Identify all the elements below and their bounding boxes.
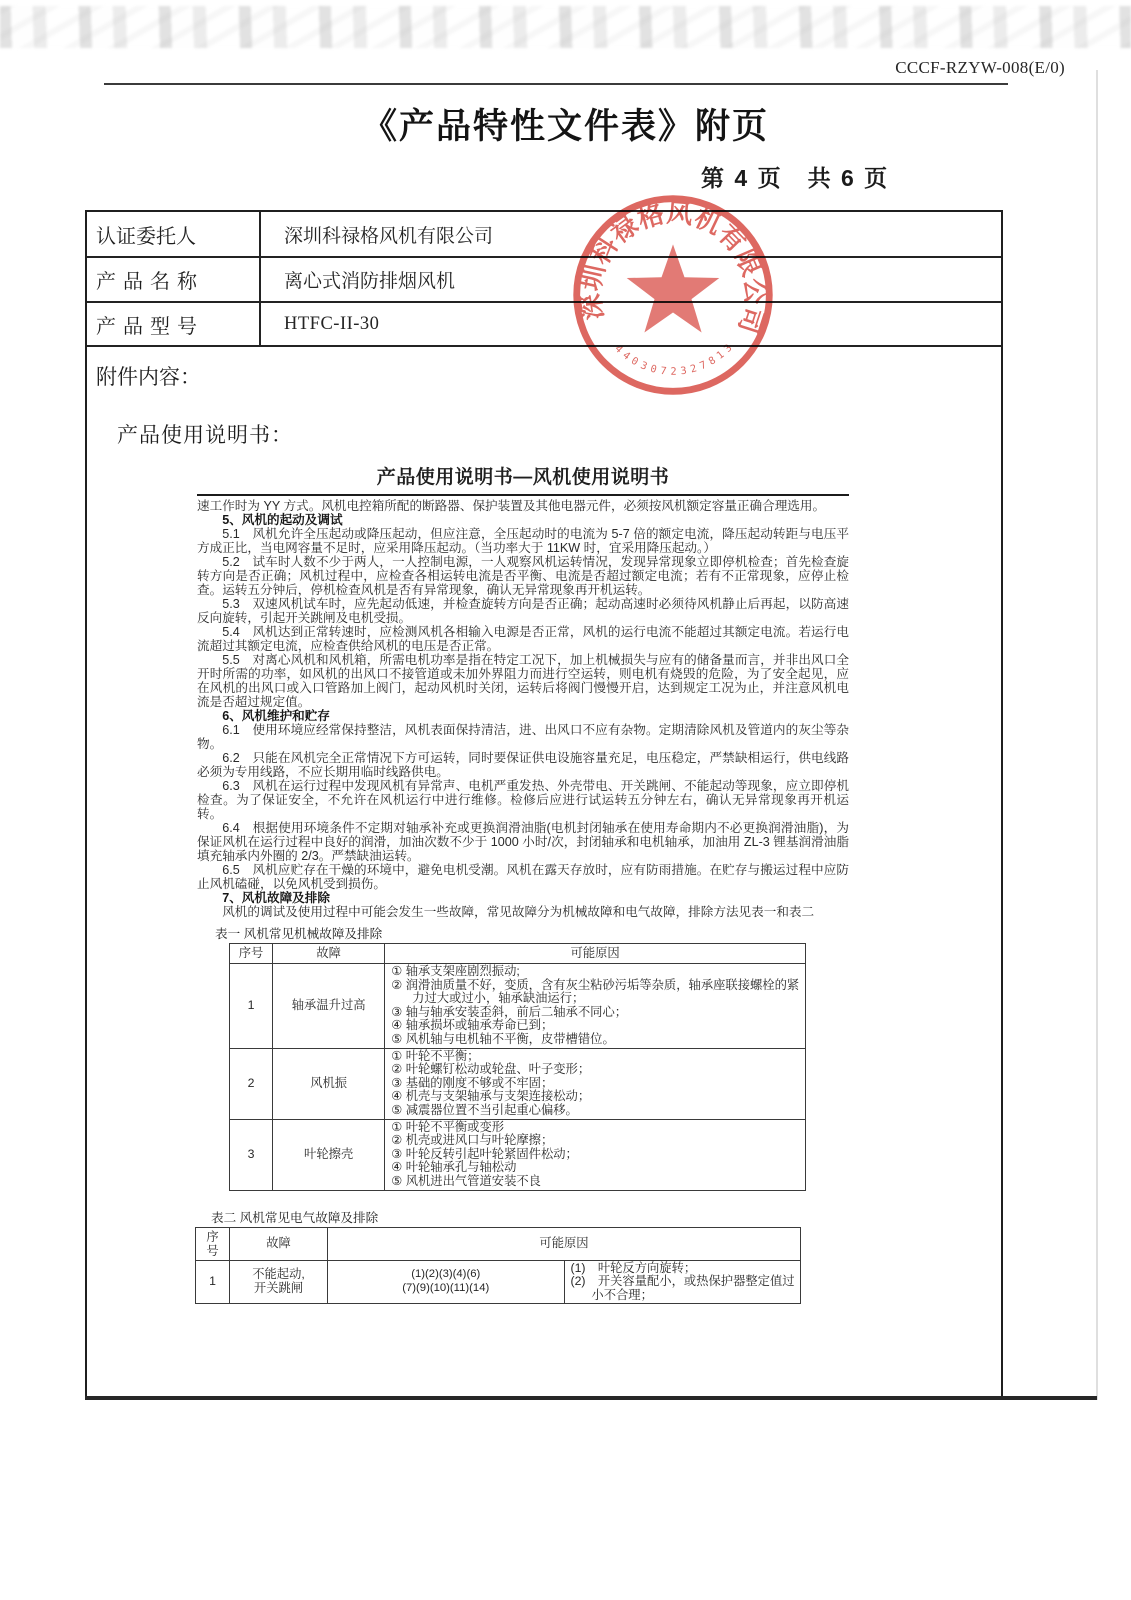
manual-section-heading: 6、风机维护和贮存 <box>222 709 330 723</box>
col-header-cause: 可能原因 <box>385 944 806 964</box>
table-row <box>87 303 1001 347</box>
cell-causes <box>385 1048 806 1119</box>
manual-paragraph: 6.3 风机在运行过程中发现风机有异常声、电机严重发热、外壳带电、开关跳闸、不能起动等现象，应立即停机检查。为了保证安全，不允许在风机运行中进行维修。检修后应进行试运转五分钟左右，确认无异常现象再开机运转。 <box>197 779 849 821</box>
col-header-cause: 可能原因 <box>328 1227 801 1260</box>
col-header-fault: 故障 <box>230 1227 328 1260</box>
electrical-faults-table <box>195 1227 801 1305</box>
manual-paragraph: 5.1 风机允许全压起动或降压起动，但应注意，全压起动时的电流为 5-7 倍的额定电流，降压起动转距与电压平方成正比，当电网容量不足时，应采用降压起动。（当功率大于 11KW 时，宜采用降压起动。） <box>197 527 849 555</box>
manual-paragraph: 6.4 根据使用环境条件不定期对轴承补充或更换润滑油脂(电机封闭轴承在使用寿命期内不必更换润滑油脂)，为保证风机在运行过程中良好的润滑，加油次数不少于 1000 小时/次，封闭轴承和电机轴承，加油用 ZL-3 锂基润滑油脂填充轴承内外圈的 2/3。严禁缺油运转。 <box>197 821 849 863</box>
table-row <box>230 1048 806 1119</box>
cell-cause-refs <box>328 1260 565 1304</box>
cause-line: ⑤ 风机轴与电机轴不平衡，皮带槽错位。 <box>391 1031 615 1046</box>
manual-paragraph: 5.2 试车时人数不少于两人，一人控制电源，一人观察风机运转情况，发现异常现象立即停机检查；首先检查旋转方向是否正确；风机过程中，应检查各相运转电流是否平衡、电流是否超过额定电流；若有不正常现象，应停止检查。运转五分钟后，停机检查风机是否有异常现象，确认无异常现象再开机运转。 <box>197 555 849 597</box>
cause-line: ② 机壳或进风口与叶轮摩擦； <box>391 1133 554 1148</box>
cause-line: ① 叶轮不平衡； <box>391 1048 480 1063</box>
table2-caption: 表二 风机常见电气故障及排除 <box>211 1210 379 1225</box>
cause-line: ③ 叶轮反转引起叶轮紧固件松动； <box>391 1146 578 1161</box>
cell-fault: 叶轮擦壳 <box>273 1119 385 1190</box>
col-header-no: 序号 <box>196 1227 230 1260</box>
manual-body <box>197 499 849 919</box>
cause-line: ① 轴承支架座剧烈振动; <box>391 964 520 978</box>
col-header-fault: 故障 <box>273 944 385 964</box>
col-header-no: 序号 <box>230 944 273 964</box>
instruction-manual <box>197 462 849 1304</box>
svg-text:4403072327813 <box>612 343 734 378</box>
cell-causes <box>385 1119 806 1190</box>
cause-line: ③ 基础的刚度不够或不牢固； <box>391 1075 554 1090</box>
row-value: 深圳科禄格风机有限公司 <box>284 225 494 247</box>
row-value: HTFC-II-30 <box>284 313 380 334</box>
cause-line: ② 叶轮螺钉松动或轮盘、叶子变形； <box>391 1062 591 1077</box>
cause-line: (2) 开关容量配小，或热保护器整定值过小不合理； <box>570 1274 795 1302</box>
table-row <box>230 1119 806 1190</box>
fault-line: 不能起动, <box>252 1267 305 1282</box>
cell-causes <box>385 964 806 1049</box>
manual-paragraph: 5.4 风机达到正常转速时，应检测风机各相输入电源是否正常，风机的运行电流不能超过其额定电流。若运行电流超过其额定电流，应检查供给风机的电压是否正常。 <box>197 625 849 653</box>
cause-line: ① 叶轮不平衡或变形 <box>391 1119 505 1134</box>
table-header-row <box>196 1227 801 1260</box>
cause-line: ④ 叶轮轴承孔与轴松动 <box>391 1160 517 1175</box>
cell-no: 3 <box>230 1119 273 1190</box>
table-row <box>87 258 1001 303</box>
company-stamp <box>566 188 780 402</box>
cell-fault: 轴承温升过高 <box>273 964 385 1049</box>
cell-fault: 风机振 <box>273 1048 385 1119</box>
cause-line: ④ 机壳与支架轴承与支架连接松动； <box>391 1089 591 1104</box>
manual-section-heading: 5、风机的起动及调试 <box>222 513 343 527</box>
cell-no: 1 <box>230 964 273 1049</box>
page-indicator: 第 4 页 共 6 页 <box>701 165 890 191</box>
manual-paragraph: 5.3 双速风机试车时，应先起动低速，并检查旋转方向是否正确；起动高速时必须待风机静止后再起，以防高速反向旋转，引起开关跳闸及电机受损。 <box>197 597 849 625</box>
stamp-company-text: 深圳科禄格风机有限公司 <box>577 199 769 337</box>
manual-paragraph: 6.2 只能在风机完全正常情况下方可运转，同时要保证供电设施容量充足，电压稳定，严禁缺相运行，供电线路必须为专用线路，不应长期用临时线路供电。 <box>197 751 849 779</box>
manual-section-heading: 7、风机故障及排除 <box>222 891 330 905</box>
row-label: 产品名称 <box>87 258 261 301</box>
table-row <box>230 964 806 1049</box>
page-title: 《产品特性文件表》附页 <box>361 107 769 146</box>
cause-line: ② 润滑油质量不好，变质，含有灰尘粘砂污垢等杂质，轴承座联接螺栓的紧力过大或过小，轴承缺油运行； <box>391 977 800 1006</box>
manual-paragraph: 6.1 使用环境应经常保持整洁，风机表面保持清洁，进、出风口不应有杂物。定期清除风机及管道内的灰尘等杂物。 <box>197 723 849 751</box>
cause-line: ④ 轴承损坏或轴承寿命已到； <box>391 1018 554 1033</box>
manual-paragraph: 5.5 对离心风机和风机箱，所需电机功率是指在特定工况下，加上机械损失与应有的储备量而言，并非出风口全开时所需的功率，如风机的出风口不接管道或未加外界阻力而进行空运转，则电机有烧毁的危险，为了安全起见，应在风机的出风口或入口管路加上阀门，起动风机时关闭，运转后将阀门慢慢开启，达到规定工况为止，并注意风机电流是否超过规定值。 <box>197 653 849 709</box>
manual-paragraph: 速工作时为 YY 方式。风机电控箱所配的断路器、保护装置及其他电器元件，必须按风机额定容量正确合理选用。 <box>197 499 826 513</box>
row-label: 认证委托人 <box>87 212 261 256</box>
cause-line: ⑤ 减震器位置不当引起重心偏移。 <box>391 1102 578 1117</box>
manual-title-rule <box>197 494 849 496</box>
table-row <box>87 212 1001 258</box>
manual-paragraph: 风机的调试及使用过程中可能会发生一些故障，常见故障分为机械故障和电气故障，排除方法见表一和表二 <box>222 905 815 919</box>
table-header-row <box>230 944 806 964</box>
fault-line: 开关跳闸 <box>253 1280 304 1295</box>
stamp-star-icon <box>627 244 720 332</box>
mechanical-faults-table <box>229 943 806 1191</box>
manual-title: 产品使用说明书—风机使用说明书 <box>376 467 670 488</box>
cell-fault <box>230 1260 328 1304</box>
cause-line: ⑤ 风机进出气管道安装不良 <box>391 1173 541 1188</box>
cause-line: (1) 叶轮反方向旋转； <box>570 1260 697 1275</box>
attachment-label: 附件内容： <box>96 366 201 389</box>
table1-caption: 表一 风机常见机械故障及排除 <box>215 927 383 941</box>
cause-line: ③ 轴与轴承安装歪斜，前后二轴承不同心； <box>391 1004 628 1019</box>
bottom-border-line <box>85 1396 1097 1400</box>
page-edge-shadow <box>1096 70 1098 1400</box>
cell-no: 2 <box>230 1048 273 1119</box>
row-value: 离心式消防排烟风机 <box>284 271 456 292</box>
table-row <box>196 1260 801 1304</box>
cell-no: 1 <box>196 1260 230 1304</box>
row-label: 产品型号 <box>87 303 261 345</box>
refs-line: (1)(2)(3)(4)(6) <box>411 1268 481 1281</box>
cell-causes <box>564 1260 801 1304</box>
refs-line: (7)(9)(10)(11)(14) <box>402 1281 490 1294</box>
scan-noise-band <box>0 6 1131 48</box>
header-rule <box>104 83 1008 85</box>
stamp-serial-text: 4403072327813 <box>612 342 735 378</box>
doc-code: CCCF-RZYW-008(E/0) <box>895 58 1065 77</box>
manual-paragraph: 6.5 风机应贮存在干燥的环境中，避免电机受潮。风机在露天存放时，应有防雨措施。在贮存与搬运过程中应防止风机磕碰，以免风机受到损伤。 <box>197 863 849 891</box>
attachment-item: 产品使用说明书： <box>117 424 293 447</box>
